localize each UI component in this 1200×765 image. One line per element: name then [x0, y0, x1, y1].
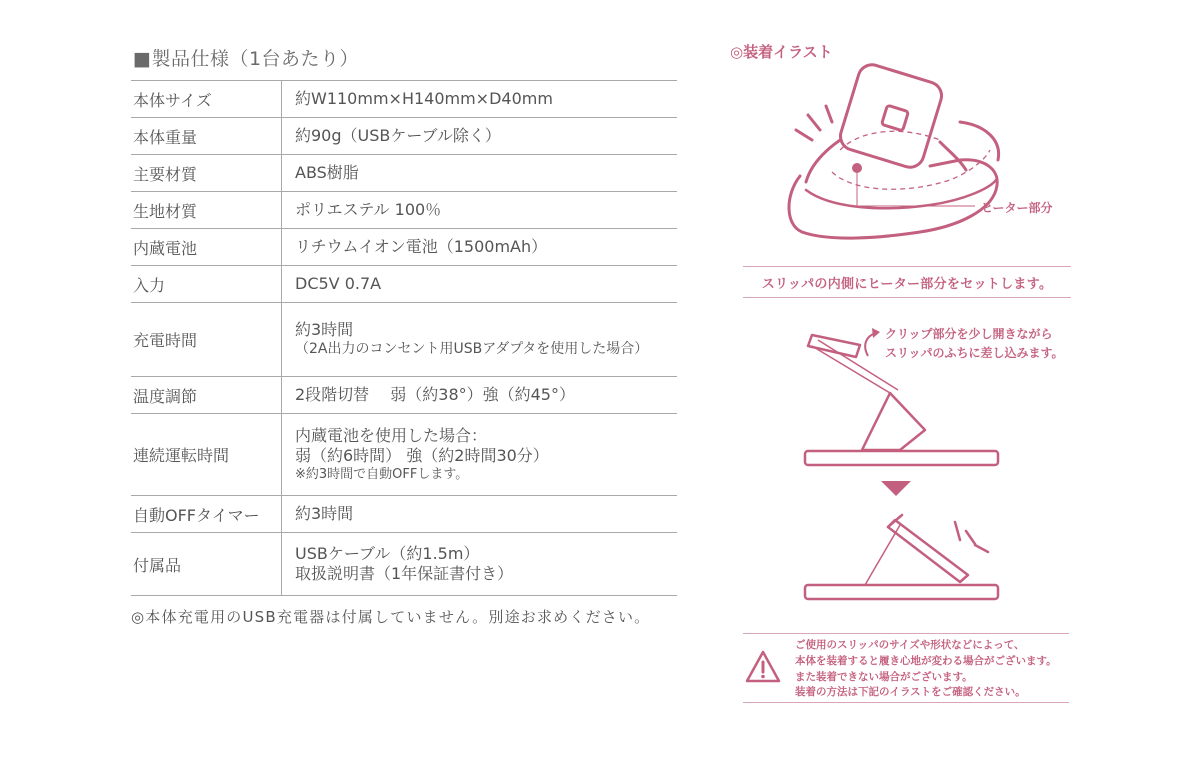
spec-label: 内蔵電池 — [133, 238, 198, 258]
spec-value: 約3時間 — [281, 496, 677, 532]
spec-label: 付属品 — [133, 555, 182, 575]
spec-value: ポリエステル 100％ — [281, 192, 677, 228]
spec-title: ■製品仕様（1台あたり） — [133, 48, 360, 70]
spec-label: 主要材質 — [133, 164, 198, 184]
illustration-title: ◎装着イラスト — [730, 43, 833, 61]
spec-label: 自動OFFタイマー — [133, 505, 260, 525]
spec-label: 連続運転時間 — [133, 446, 230, 465]
spec-value: 約3時間 （2A出力のコンセント用USBアダプタを使用した場合） — [281, 303, 677, 376]
spec-label: 充電時間 — [133, 331, 198, 350]
clip-note: クリップ部分を少し開きながら スリッパのふちに差し込みます。 — [885, 327, 1064, 360]
spec-value: 約W110mm×H140mm×D40mm — [281, 81, 677, 117]
spec-value: ABS樹脂 — [281, 155, 677, 191]
spec-value: リチウムイオン電池（1500mAh） — [281, 229, 677, 265]
heater-label: ヒーター部分 — [981, 201, 1053, 215]
spec-value: 約90g（USBケーブル除く） — [281, 118, 677, 154]
spec-label: 温度調節 — [133, 386, 198, 406]
spec-label: 本体重量 — [133, 127, 198, 147]
warning-triangle-icon — [745, 650, 781, 684]
spec-value: DC5V 0.7A — [281, 266, 677, 302]
spec-label: 入力 — [133, 275, 166, 295]
spec-label: 本体サイズ — [133, 90, 212, 110]
spec-value: 2段階切替 弱（約38°）強（約45°） — [281, 377, 677, 413]
warning-text: ご使用のスリッパのサイズや形状などによって、 本体を装着すると履き心地が変わる場合がございます。 また装着できない場合がございます。 装着の方法は下記のイラストをご確認ください。 — [795, 639, 1057, 699]
warning-box — [743, 633, 1069, 703]
spec-value: 内蔵電池を使用した場合： 弱（約6時間） 強（約2時間30分） ※約3時間で自動OFFします。 — [281, 414, 677, 495]
spec-label: 生地材質 — [133, 201, 198, 221]
spec-note: ◎本体充電用のUSB充電器は付属していません。別途お求めください。 — [131, 608, 651, 626]
spec-value: USBケーブル（約1.5m） 取扱説明書（1年保証書付き） — [281, 533, 677, 595]
set-caption: スリッパの内側にヒーター部分をセットします。 — [743, 266, 1071, 298]
